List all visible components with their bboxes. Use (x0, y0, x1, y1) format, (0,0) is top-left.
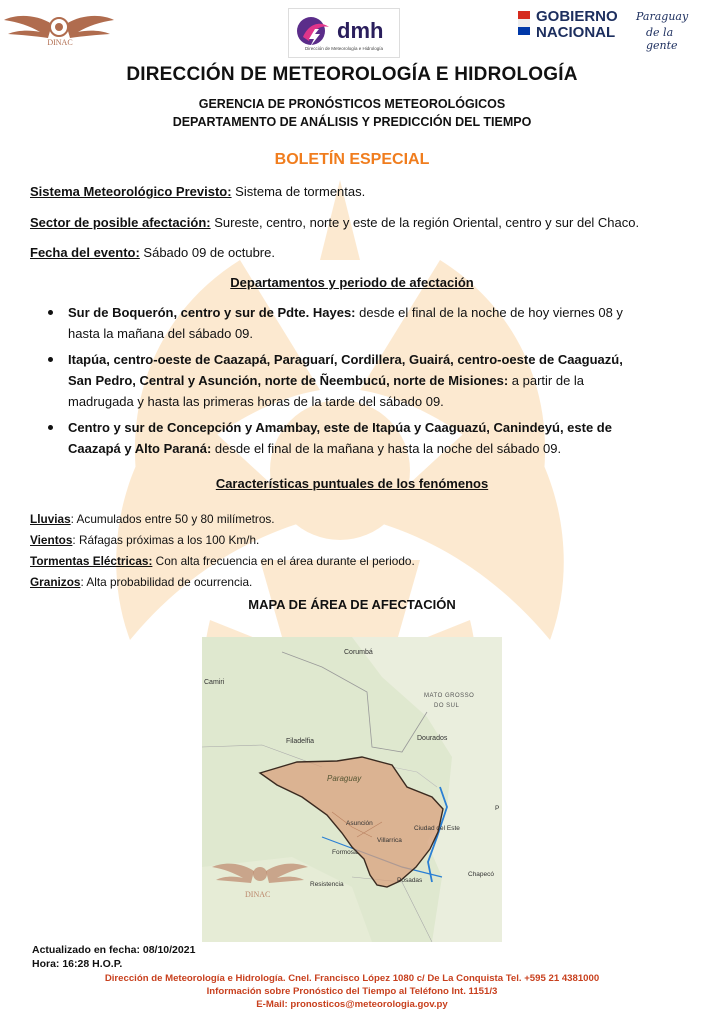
storm-label: Tormentas Eléctricas: (30, 554, 153, 568)
system-label: Sistema Meteorológico Previsto: (30, 184, 232, 199)
wind-line (30, 533, 259, 547)
footer-phone: Información sobre Pronóstico del Tiempo al Teléfono Int. 1151/3 (206, 986, 498, 997)
sector-field (30, 215, 639, 230)
bullet-icon (48, 310, 53, 315)
dmh-logo-text: dmh (337, 18, 384, 43)
map-label-posadas: Posadas (397, 877, 423, 884)
date-label: Fecha del evento: (30, 245, 140, 260)
bulletin-title: BOLETÍN ESPECIAL (274, 151, 430, 168)
rain-label: Lluvias (30, 512, 71, 526)
gob-script1: Paraguay (636, 10, 689, 23)
department-names: Centro y sur de Concepción y Amambay, este de Itapúa y Caaguazú, Canindeyú, este de Caazapá y Alto Paraná: (68, 420, 612, 456)
footer-email: E-Mail: pronosticos@meteorologia.gov.py (256, 999, 448, 1010)
dmh-storm-icon (295, 15, 335, 49)
department-names: Itapúa, centro-oeste de Caazapá, Paraguarí, Cordillera, Guairá, centro-oeste de Caaguazú, San Pedro, Central y Asunción, norte de Ñeembucú, norte de Misiones: (68, 352, 623, 388)
map-label-corumba: Corumbá (344, 649, 373, 656)
rain-line (30, 512, 275, 526)
map-label-do-sul: DO SUL (434, 703, 460, 709)
department-names: Sur de Boquerón, centro y sur de Pdte. Hayes: (68, 305, 356, 320)
map-label-resistencia: Resistencia (310, 881, 344, 888)
dmh-logo-subtext: Dirección de Meteorología e Hidrología (304, 46, 384, 51)
dinac-logo (0, 8, 118, 52)
list-item (48, 417, 648, 459)
department-period: a partir de la madrugada y hasta las primeras horas de la tarde del sábado 09. (68, 373, 585, 409)
page-title: DIRECCIÓN DE METEOROLOGÍA E HIDROLOGÍA (126, 64, 578, 85)
wind-label: Vientos (30, 533, 73, 547)
date-value: Sábado 09 de octubre. (139, 245, 275, 260)
gob-line1: GOBIERNO (536, 8, 618, 25)
rain-value: : Acumulados entre 50 y 80 milímetros. (70, 512, 275, 526)
wind-value: : Ráfagas próximas a los 100 Km/h. (72, 533, 260, 547)
hail-line (30, 575, 252, 589)
storm-line (30, 554, 415, 568)
flag-white-icon (518, 19, 530, 27)
updated-date: Actualizado en fecha: 08/10/2021 (32, 944, 196, 956)
subtitle-departamento: DEPARTAMENTO DE ANÁLISIS Y PREDICCIÓN DEL TIEMPO (172, 115, 532, 129)
department-period: desde el final de la mañana y hasta la noche del sábado 09. (211, 441, 562, 456)
map-label-dourados: Dourados (417, 735, 448, 742)
list-item (48, 349, 648, 412)
list-item (48, 302, 648, 344)
map-label-formosa: Formosa (332, 849, 358, 856)
phenomena-heading: Características puntuales de los fenómenos (215, 476, 489, 491)
map-label-edge: P (495, 805, 500, 812)
bullet-icon (48, 425, 53, 430)
map-label-camiri: Camiri (204, 679, 225, 686)
departments-list (48, 302, 648, 464)
updated-time: Hora: 16:28 H.O.P. (32, 958, 123, 970)
map-label-chapeco: Chapecó (468, 871, 495, 878)
date-field (30, 245, 275, 260)
map-label-villarrica: Villarrica (377, 837, 402, 844)
sector-value: Sureste, centro, norte y este de la región Oriental, centro y sur del Chaco. (210, 215, 640, 230)
map-label-mato-grosso: MATO GROSSO (424, 693, 475, 699)
map-label-ciudad-del-este: Ciudad del Este (414, 825, 460, 832)
hail-label: Granizos (30, 575, 81, 589)
department-period: desde el final de la noche de hoy viernes 08 y hasta la mañana del sábado 09. (68, 305, 623, 341)
flag-red-icon (518, 11, 530, 19)
sector-label: Sector de posible afectación: (30, 215, 211, 230)
map-label-filadelfia: Filadelfia (286, 738, 315, 745)
flag-blue-icon (518, 27, 530, 35)
subtitle-gerencia: GERENCIA DE PRONÓSTICOS METEOROLÓGICOS (198, 97, 506, 111)
map-dinac-text: DINAC (245, 890, 271, 899)
gobierno-nacional-logo (518, 8, 700, 52)
system-value: Sistema de tormentas. (231, 184, 366, 199)
affected-area-map (202, 637, 502, 942)
footer-address: Dirección de Meteorología e Hidrología. Cnel. Francisco López 1080 c/ De La Conquista Tel. +595 21 4381000 (104, 973, 600, 984)
departments-heading: Departamentos y periodo de afectación (230, 275, 474, 290)
map-title: MAPA DE ÁREA DE AFECTACIÓN (248, 597, 456, 612)
gob-line2: NACIONAL (536, 24, 616, 41)
map-label-asuncion: Asunción (346, 820, 373, 827)
hail-value: : Alta probabilidad de ocurrencia. (80, 575, 253, 589)
map-label-paraguay: Paraguay (327, 774, 362, 783)
storm-value: Con alta frecuencia en el área durante el periodo. (152, 554, 415, 568)
bullet-icon (48, 357, 53, 362)
dinac-logo-text: DINAC (47, 38, 73, 47)
gob-script2: de la gente (646, 26, 678, 52)
system-field (30, 184, 365, 199)
dmh-logo (288, 8, 400, 58)
